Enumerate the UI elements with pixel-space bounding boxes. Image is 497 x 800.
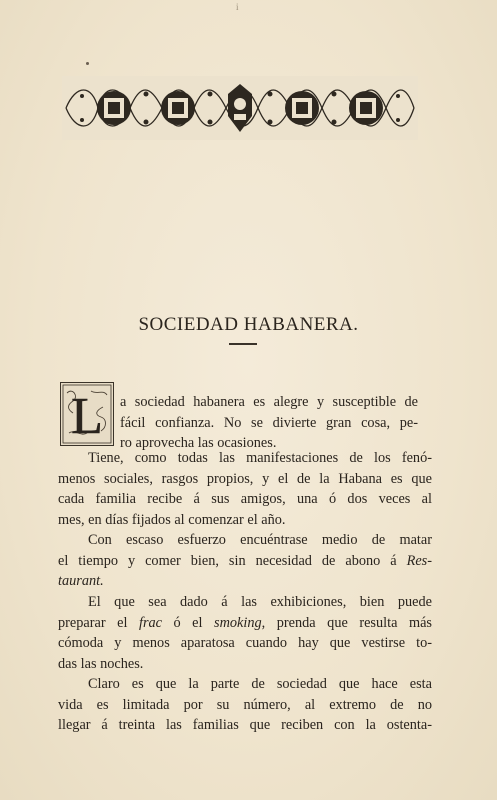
text-line: mes, en días fijados al comenzar el año.	[58, 511, 286, 528]
text-line: El que sea dado á las exhibiciones, bien puede	[88, 594, 432, 610]
text-line: preparar el frac ó el smoking, prenda que resulta más	[58, 614, 432, 631]
text-line: cómoda y menos aparatosa cuando hay que vestirse to-	[58, 635, 432, 651]
text-line: das las noches.	[58, 655, 144, 672]
text-line	[58, 571, 432, 592]
paragraph-3	[58, 530, 432, 592]
page-mark: i	[236, 2, 239, 12]
text-line: el tiempo y comer bien, sin necesidad de abono á Res-	[58, 552, 432, 569]
paragraph-5	[58, 674, 432, 736]
text-line: ro aprovecha las ocasiones.	[120, 435, 277, 451]
text-line: fácil confianza. No se divierte gran cosa, pe-	[120, 414, 418, 431]
drop-cap	[60, 382, 114, 446]
text-line: a sociedad habanera es alegre y susceptible de	[120, 394, 418, 410]
paragraph-2	[58, 448, 432, 530]
text-line: Con escaso esfuerzo encuéntrase medio de matar	[88, 532, 432, 548]
text-line: menos sociales, rasgos propios, y el de la Habana es que	[58, 470, 432, 487]
ornamental-headpiece	[62, 76, 418, 140]
text-line: llegar á treinta las familias que reciben con la ostenta-	[58, 717, 432, 733]
text-line: vida es limitada por su número, al extremo de no	[58, 696, 432, 713]
italic-word: taurant.	[58, 573, 104, 589]
chapter-title: SOCIEDAD HABANERA.	[138, 314, 359, 335]
text-line: cada familia recibe á sus amigos, una ó dos veces al	[58, 491, 432, 507]
text-line: Claro es que la parte de sociedad que hace esta	[88, 676, 432, 692]
paragraph-4	[58, 592, 432, 674]
title-rule	[229, 343, 257, 345]
ink-speck	[86, 62, 89, 65]
drop-cap-letter: L	[71, 388, 103, 445]
paragraph-1	[120, 392, 418, 454]
text-line: Tiene, como todas las manifestaciones de los fenó-	[88, 450, 432, 466]
